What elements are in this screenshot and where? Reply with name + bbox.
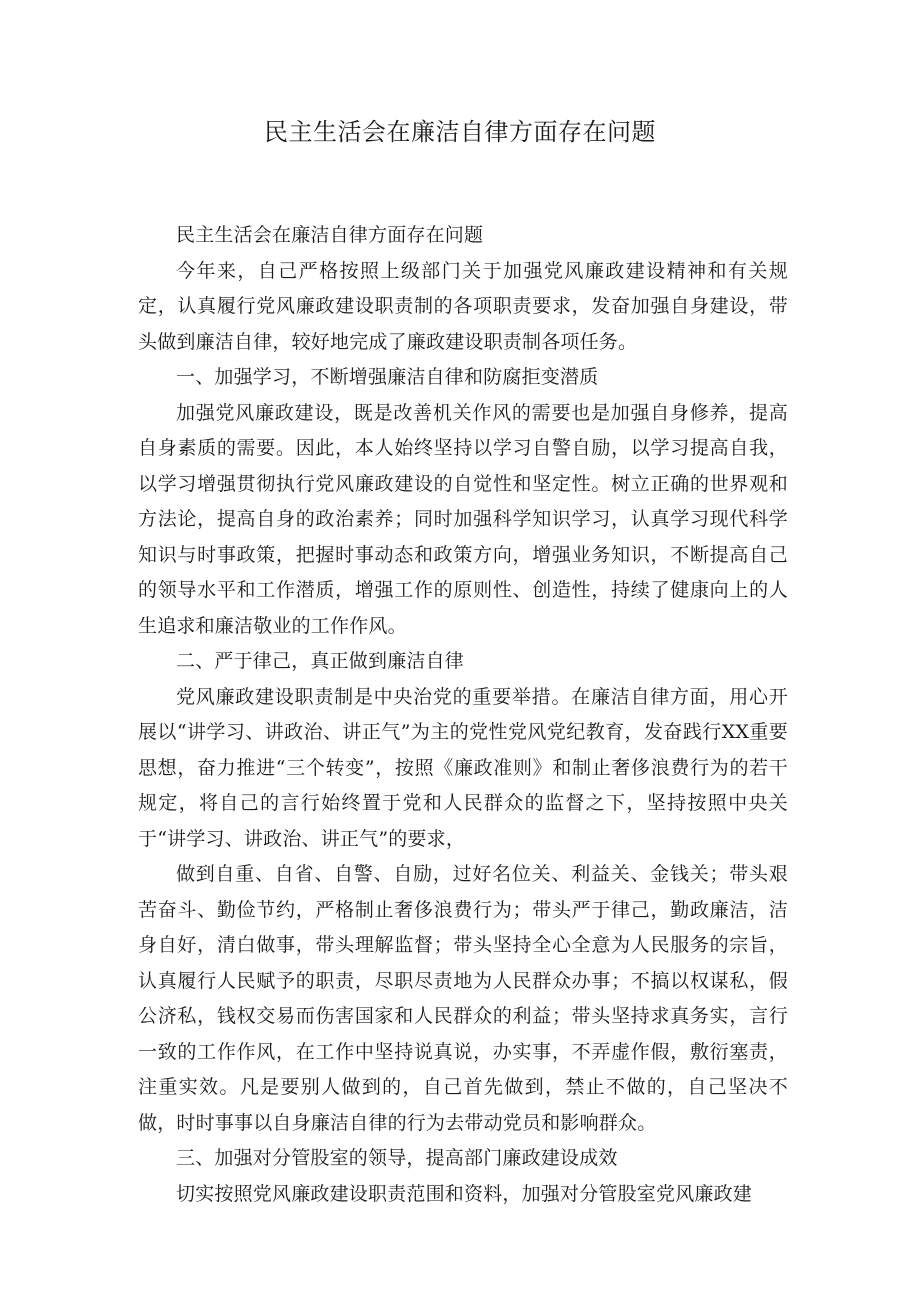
- document-title: 民主生活会在廉洁自律方面存在问题: [264, 118, 656, 146]
- section-heading-3: 三、加强对分管股室的领导，提高部门廉政建设成效: [176, 1147, 618, 1169]
- paragraph-section-3: 切实按照党风廉政建设职责范围和资料，加强对分管股室党风廉政建: [176, 1182, 753, 1205]
- paragraph-intro: 今年来，自己严格按照上级部门关于加强党风廉政建设精神和有关规定，认真履行党风廉政建设职责制的各项职责要求，发奋加强自身建设，带头做到廉洁自律，较好地完成了廉政建设职责制各项任务。: [138, 259, 788, 353]
- section-heading-1: 一、加强学习，不断增强廉洁自律和防腐拒变潜质: [176, 366, 599, 388]
- paragraph-subtitle: 民主生活会在廉洁自律方面存在问题: [176, 224, 484, 246]
- paragraph-section-1: 加强党风廉政建设，既是改善机关作风的需要也是加强自身修养，提高自身素质的需要。因此，本人始终坚持以学习自警自励，以学习提高自我，以学习增强贯彻执行党风廉政建设的自觉性和坚定性。树立正确的世界观和方法论，提高自身的政治素养；同时加强科学知识学习，认真学习现代科学知识与时事政策，把握时事动态和政策方向，增强业务知识，不断提高自己的领导水平和工作潜质，增强工作的原则性、创造性，持续了健康向上的人生追求和廉洁敬业的工作作风。: [138, 401, 788, 637]
- section-heading-2: 二、严于律己，真正做到廉洁自律: [176, 650, 465, 672]
- paragraph-section-2b: 做到自重、自省、自警、自励，过好名位关、利益关、金钱关；带头艰苦奋斗、勤俭节约，严格制止奢侈浪费行为；带头严于律己，勤政廉洁，洁身自好，清白做事，带头理解监督；带头坚持全心全意为人民服务的宗旨，认真履行人民赋予的职责，尽职尽责地为人民群众办事；不搞以权谋私，假公济私，钱权交易而伤害国家和人民群众的利益；带头坚持求真务实，言行一致的工作作风，在工作中坚持说真说，办实事，不弄虚作假，敷衍塞责，注重实效。凡是要别人做到的，自己首先做到，禁止不做的，自己坚决不做，时时事事以自身廉洁自律的行为去带动党员和影响群众。: [138, 863, 788, 1134]
- paragraph-section-2a: 党风廉政建设职责制是中央治党的重要举措。在廉洁自律方面，用心开展以“讲学习、讲政治、讲正气”为主的党性党风党纪教育，发奋践行XX重要思想，奋力推进“三个转变”，按照《廉政准则》和制止奢侈浪费行为的若干规定，将自己的言行始终置于党和人民群众的监督之下，坚持按照中央关于“讲学习、讲政治、讲正气”的要求，: [138, 685, 788, 850]
- document-body: [138, 218, 788, 1212]
